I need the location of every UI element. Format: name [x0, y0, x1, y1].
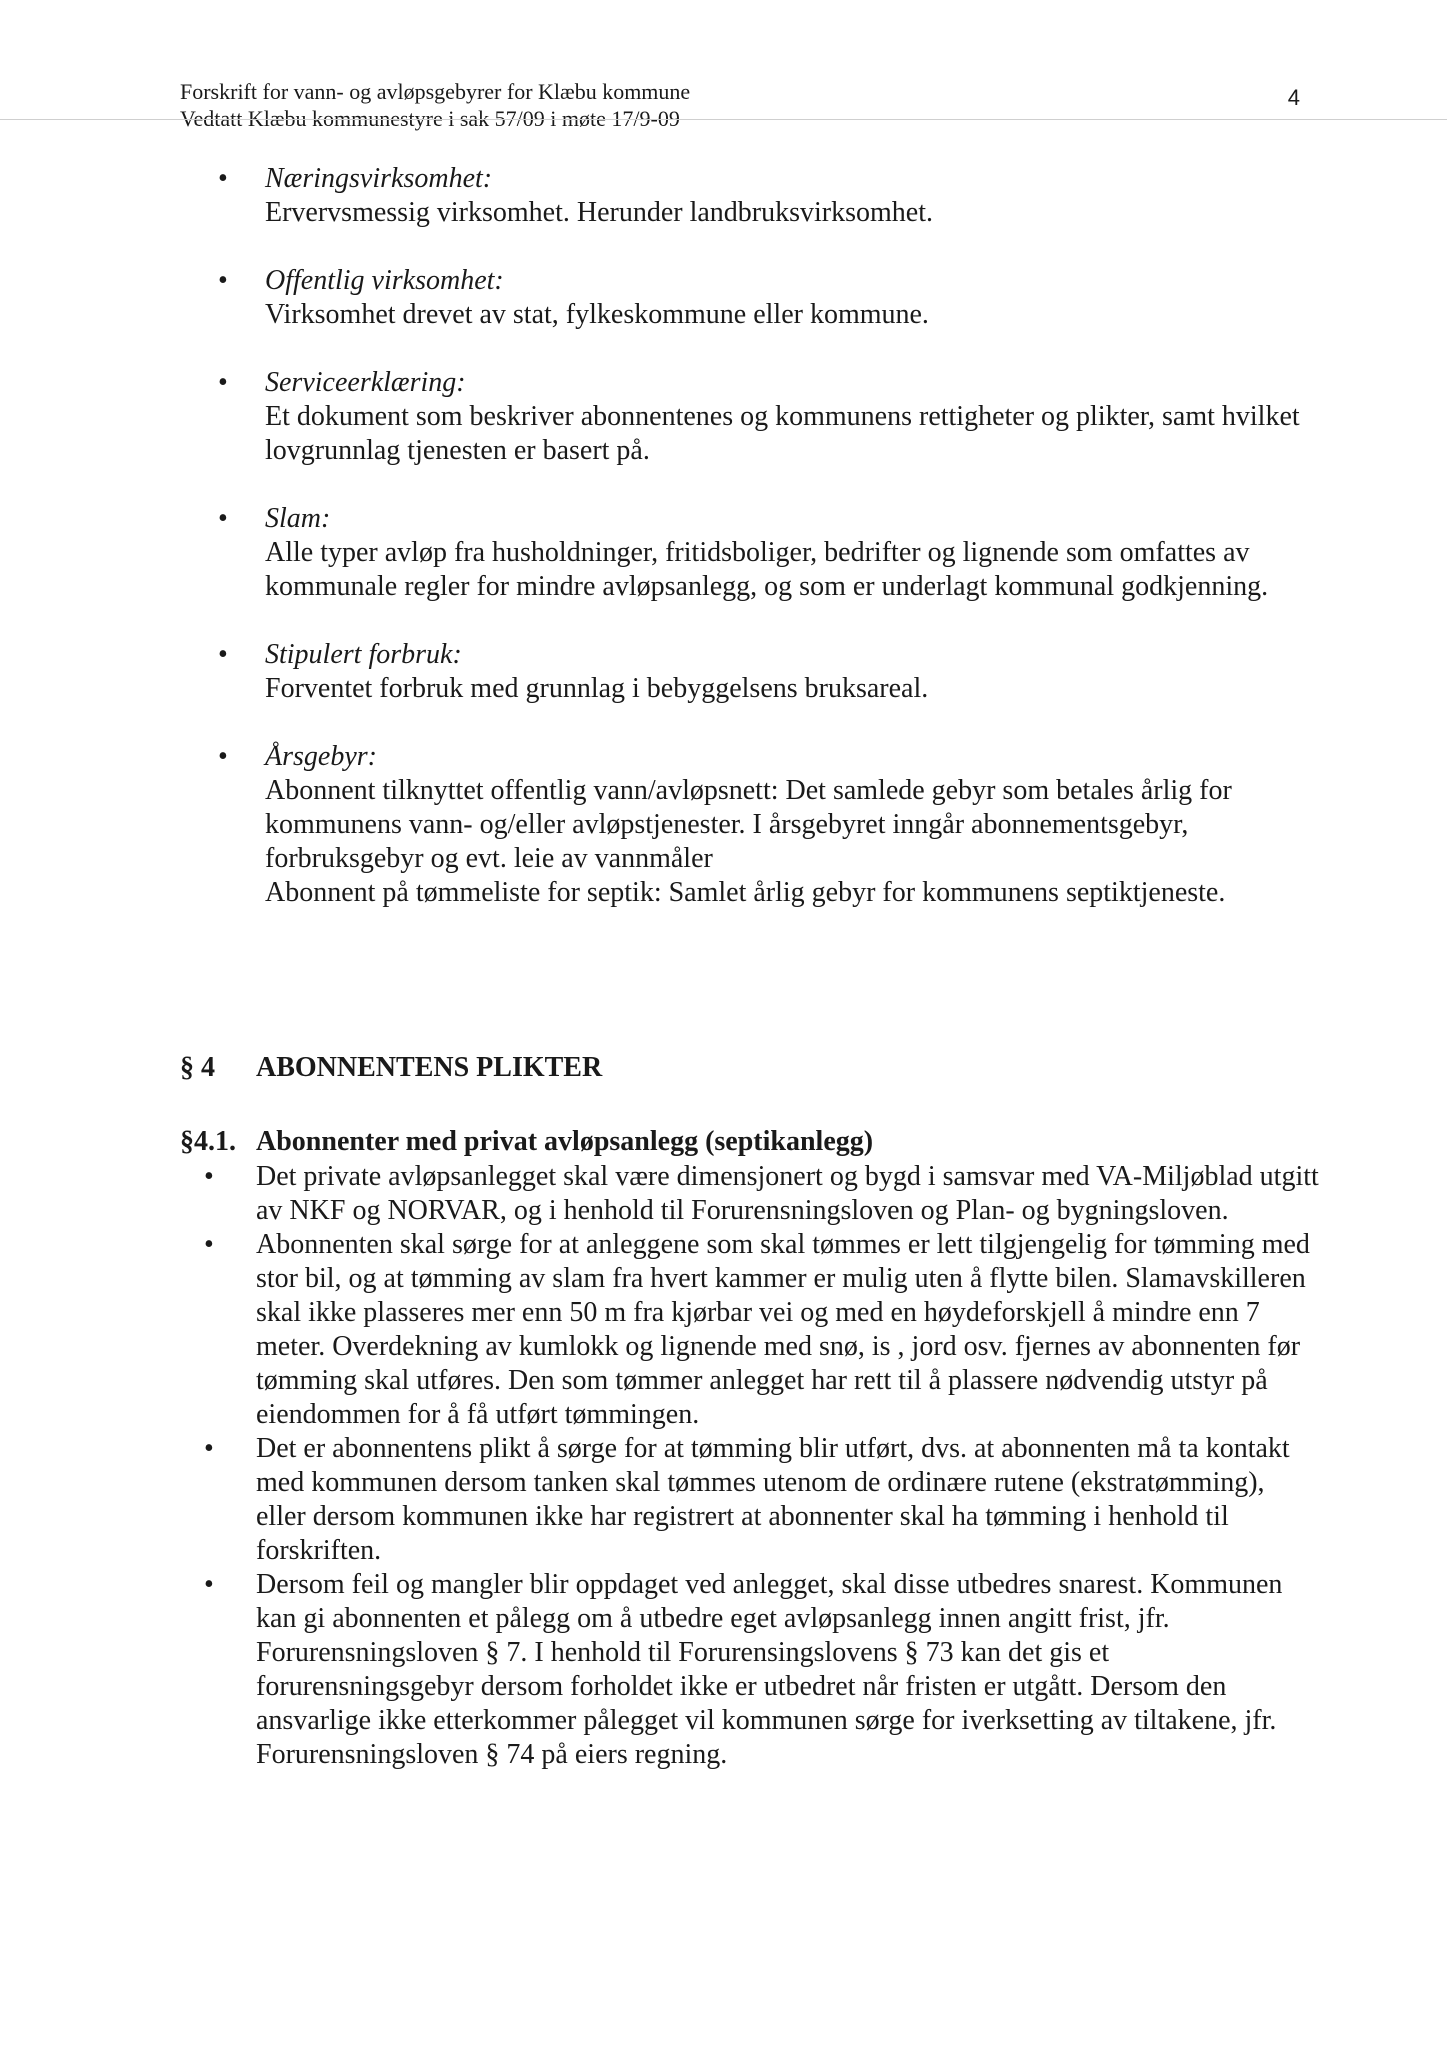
header-divider [0, 119, 1447, 120]
list-item: • Dersom feil og mangler blir oppdaget ved anlegget, skal disse utbedres snarest. Kommunen kan gi abonnenten et pålegg om å utbedre eget avløpsanlegg innen angitt frist, jfr. Forurensningsloven § 7. I henhold til Forurensingslovens § 73 kan det gis et forurensningsgebyr dersom forholdet ikke er utbedret når fristen er utgått. Dersom den ansvarlige ikke etterkommer pålegget vil kommunen sørge for iverksetting av tiltakene, jfr. Forurensningsloven § 74 på eiers regning. [200, 1568, 1320, 1772]
definition-text: Ervervsmessig virksomhet. Herunder landbruksvirksomhet. [265, 197, 933, 228]
definition-text: Et dokument som beskriver abonnentenes og kommunens rettigheter og plikter, samt hvilket lovgrunnlag tjenesten er basert på. [265, 401, 1300, 466]
list-item: • Abonnenten skal sørge for at anleggene som skal tømmes er lett tilgjengelig for tømming med stor bil, og at tømming av slam fra hvert kammer er mulig uten å flytte bilen. Slamavskilleren skal ikke plasseres mer enn 50 m fra kjørbar vei og med en høydeforskjell å mindre enn 7 meter. Overdekning av kumlokk og lignende med snø, is , jord osv. fjernes av abonnenten før tømming skal utføres. Den som tømmer anlegget har rett til å plassere nødvendig utstyr på eiendommen for å få utført tømmingen. [200, 1228, 1320, 1432]
definition-item [218, 162, 1328, 230]
definition-text-extra: Abonnent på tømmeliste for septik: Samlet årlig gebyr for kommunens septiktjeneste. [265, 877, 1226, 908]
section-title: ABONNENTENS PLIKTER [256, 1052, 603, 1083]
definition-term: Stipulert forbruk [265, 639, 453, 670]
definition-term: Næringsvirksomhet [265, 163, 483, 194]
definition-term: Slam [265, 503, 321, 534]
definition-term: Offentlig virksomhet [265, 265, 495, 296]
definition-text: Forventet forbruk med grunnlag i bebyggelsens bruksareal. [265, 673, 929, 704]
header-adoption-note: Vedtatt Klæbu kommunestyre i sak 57/09 i møte 17/9-09 [180, 106, 680, 131]
definition-term: Årsgebyr [265, 741, 368, 772]
list-item: • Det er abonnentens plikt å sørge for at tømming blir utført, dvs. at abonnenten må ta kontakt med kommunen dersom tanken skal tømmes utenom de ordinære rutene (ekstratømming), eller dersom kommunen ikke har registrert at abonnenter skal ha tømming i henhold til forskriften. [200, 1432, 1320, 1568]
section-number: § 4 [180, 1052, 215, 1083]
definition-text: Virksomhet drevet av stat, fylkeskommune eller kommune. [265, 299, 929, 330]
definition-colon: : [482, 163, 493, 194]
definition-colon: : [321, 503, 331, 534]
header-title: Forskrift for vann- og avløpsgebyrer for Klæbu kommune [180, 79, 691, 104]
list-item: • Det private avløpsanlegget skal være dimensjonert og bygd i samsvar med VA-Miljøblad utgitt av NKF og NORVAR, og i henhold til Forurensningsloven og Plan- og bygningsloven. [200, 1160, 1320, 1228]
definition-item [218, 264, 1328, 332]
definition-term: Serviceerklæring [265, 367, 457, 398]
definition-item [218, 740, 1328, 910]
subsection-title: Abonnenter med privat avløpsanlegg (septikanlegg) [256, 1126, 874, 1157]
definition-colon: : [456, 367, 466, 398]
subsection-number: §4.1. [180, 1126, 236, 1157]
section-heading [180, 1052, 602, 1084]
definition-item [218, 366, 1328, 468]
definition-colon: : [494, 265, 504, 296]
definition-item [218, 638, 1328, 706]
definitions-list [218, 162, 1328, 944]
definition-colon: : [452, 639, 462, 670]
definition-text: Abonnent tilknyttet offentlig vann/avløpsnett: Det samlede gebyr som betales årlig for kommunens vann- og/eller avløpstjenester. I årsgebyret inngår abonnementsgebyr, forbruksgebyr og evt. leie av vannmåler [265, 775, 1232, 874]
subsection-heading [180, 1126, 873, 1158]
definition-item [218, 502, 1328, 604]
definition-text: Alle typer avløp fra husholdninger, fritidsboliger, bedrifter og lignende som omfattes av kommunale regler for mindre avløpsanlegg, og som er underlagt kommunal godkjenning. [265, 537, 1269, 602]
obligations-list [200, 1160, 1320, 1772]
definition-colon: : [367, 741, 377, 772]
page-number: 4 [1287, 85, 1300, 110]
page-header [180, 78, 1300, 132]
